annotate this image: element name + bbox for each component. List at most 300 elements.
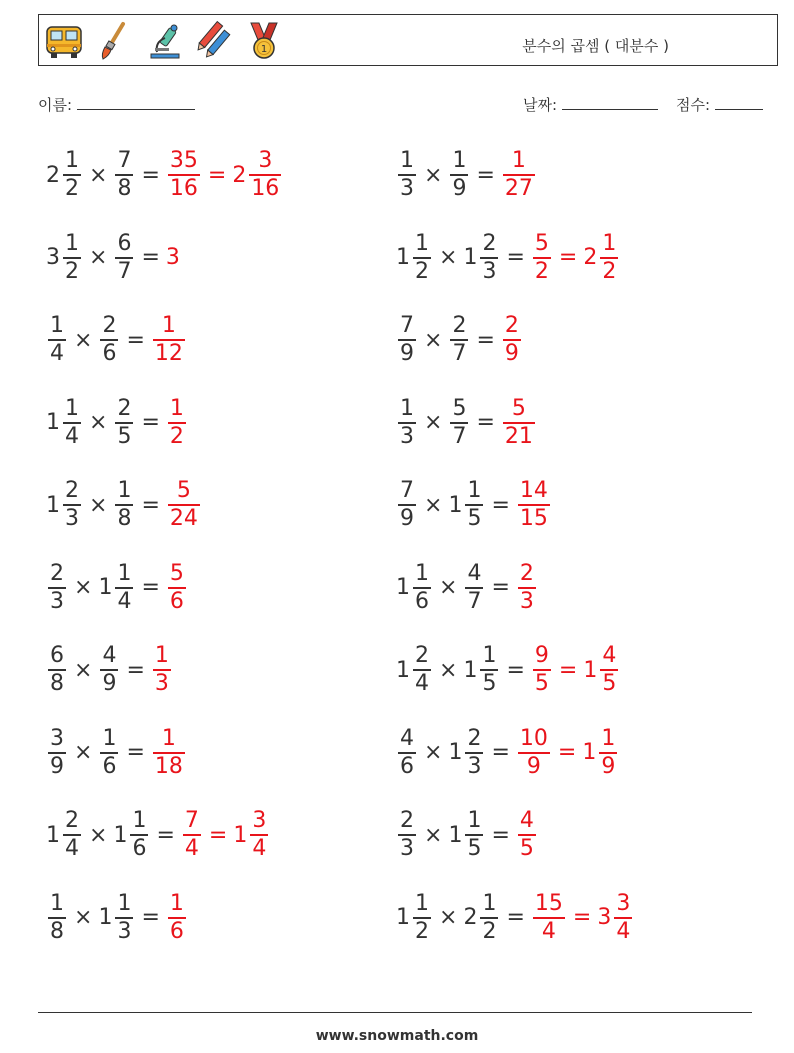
- denominator: 9: [601, 753, 616, 779]
- answer: [151, 643, 173, 697]
- numerator: 5: [452, 395, 467, 421]
- numerator: 2: [400, 808, 414, 833]
- fraction: [413, 561, 431, 615]
- fraction: [398, 313, 416, 367]
- fraction: [599, 726, 617, 780]
- denominator: 5: [482, 671, 497, 696]
- numerator: 1: [117, 478, 132, 503]
- mixed-number: [531, 643, 553, 697]
- fraction: [398, 726, 416, 780]
- fraction: [450, 396, 468, 450]
- denominator: 3: [519, 588, 534, 614]
- mixed-number: [46, 643, 68, 697]
- times-sign: ×: [89, 410, 108, 435]
- mixed-number: [463, 561, 485, 615]
- denominator: 9: [400, 506, 414, 531]
- numerator: 1: [161, 313, 176, 338]
- answer-equals-sign: =: [558, 245, 578, 270]
- equals-sign: =: [141, 492, 160, 518]
- microscope-icon: [143, 20, 185, 62]
- problem-3: [46, 223, 181, 293]
- fraction: [115, 561, 133, 615]
- mixed-number: [396, 726, 418, 780]
- fraction: [413, 891, 431, 945]
- numerator: 1: [452, 148, 467, 173]
- denominator: 2: [65, 258, 79, 284]
- whole-part: 2: [46, 162, 60, 188]
- mixed-number: [396, 478, 418, 532]
- numerator: 6: [117, 230, 132, 256]
- equals-sign: =: [491, 575, 510, 600]
- denominator: 6: [169, 588, 184, 614]
- numerator: 2: [65, 808, 79, 833]
- problem-14: [396, 635, 620, 705]
- problem-11: [46, 553, 188, 623]
- numerator: 14: [519, 478, 548, 503]
- denominator: 5: [534, 671, 549, 696]
- numerator: 1: [65, 395, 79, 421]
- fraction: [398, 148, 416, 202]
- fraction: [168, 478, 200, 532]
- problem-12: [396, 553, 538, 623]
- footer-url: www.snowmath.com: [315, 1028, 479, 1044]
- denominator: 2: [602, 258, 617, 284]
- equals-sign: =: [491, 740, 510, 765]
- fraction: [63, 231, 81, 285]
- denominator: 24: [169, 506, 198, 531]
- fraction: [115, 478, 133, 532]
- mixed-number: [396, 396, 418, 450]
- denominator: 4: [184, 836, 199, 861]
- numerator: 3: [258, 148, 273, 173]
- answer: [203, 808, 270, 862]
- answer: [552, 726, 619, 780]
- fraction: [533, 643, 551, 697]
- denominator: 3: [154, 671, 169, 696]
- fraction: [100, 726, 118, 780]
- answer: [516, 726, 552, 780]
- denominator: 8: [50, 671, 64, 696]
- answer: [202, 148, 283, 202]
- denominator: 12: [154, 341, 183, 366]
- equals-sign: =: [476, 327, 495, 353]
- fraction: [48, 313, 66, 367]
- times-sign: ×: [439, 905, 458, 930]
- answer: [166, 478, 202, 532]
- fraction: [48, 561, 66, 615]
- denominator: 16: [169, 176, 198, 201]
- mixed-number: [448, 726, 485, 780]
- fraction: [413, 231, 431, 285]
- numerator: 35: [169, 148, 198, 173]
- mixed-number: [113, 478, 135, 532]
- whole-part: 1: [583, 657, 598, 683]
- numerator: 1: [602, 230, 617, 256]
- numerator: 4: [467, 560, 482, 586]
- fraction: [398, 396, 416, 450]
- denominator: 9: [102, 671, 117, 696]
- whole-part: 1: [448, 492, 463, 518]
- fraction: [518, 808, 536, 862]
- mixed-number: [181, 808, 203, 862]
- mixed-number: [46, 561, 68, 615]
- denominator: 5: [602, 671, 617, 696]
- fraction: [465, 561, 483, 615]
- equals-sign: =: [506, 245, 525, 270]
- answer: [531, 891, 567, 945]
- numerator: 4: [102, 643, 117, 668]
- numerator: 4: [400, 725, 414, 751]
- fraction: [48, 891, 66, 945]
- mixed-number: [232, 148, 283, 202]
- name-blank[interactable]: [77, 95, 195, 110]
- fraction: [518, 561, 536, 615]
- problem-2: [396, 140, 537, 210]
- times-sign: ×: [424, 162, 443, 188]
- fraction: [450, 313, 468, 367]
- numerator: 1: [467, 808, 482, 833]
- problem-6: [396, 305, 523, 375]
- mixed-number: [46, 148, 83, 202]
- numerator: 1: [415, 560, 429, 586]
- denominator: 8: [117, 176, 132, 201]
- denominator: 3: [117, 918, 132, 944]
- problem-10: [396, 470, 552, 540]
- fraction: [168, 396, 186, 450]
- answer: [516, 561, 538, 615]
- numerator: 1: [415, 230, 429, 256]
- numerator: 2: [519, 560, 534, 586]
- fraction: [153, 726, 185, 780]
- numerator: 2: [482, 230, 497, 256]
- times-sign: ×: [89, 492, 108, 518]
- answer: [166, 396, 188, 450]
- mixed-number: [448, 313, 470, 367]
- fraction: [153, 643, 171, 697]
- answer: [166, 148, 202, 202]
- whole-part: 1: [113, 822, 128, 848]
- fraction: [398, 478, 416, 532]
- denominator: 4: [541, 918, 556, 944]
- worksheet-header: [38, 14, 778, 66]
- mixed-number: [448, 478, 485, 532]
- mixed-number: [151, 643, 173, 697]
- answer-equals-sign: =: [207, 162, 227, 188]
- mixed-number: [463, 643, 500, 697]
- equals-sign: =: [141, 245, 160, 270]
- equals-sign: =: [476, 162, 495, 188]
- denominator: 3: [467, 753, 482, 779]
- equals-sign: =: [141, 162, 160, 188]
- numerator: 4: [519, 808, 534, 833]
- numerator: 2: [50, 560, 64, 586]
- denominator: 4: [50, 341, 64, 366]
- mixed-number: [516, 561, 538, 615]
- fraction: [183, 808, 201, 862]
- fraction: [63, 148, 81, 202]
- answer: [531, 643, 553, 697]
- mixed-number: [151, 313, 187, 367]
- denominator: 4: [117, 588, 132, 614]
- mixed-number: [113, 231, 135, 285]
- times-sign: ×: [74, 740, 93, 765]
- equals-sign: =: [126, 740, 145, 765]
- times-sign: ×: [89, 822, 108, 848]
- denominator: 2: [169, 423, 184, 449]
- whole-part: 1: [396, 245, 410, 270]
- fraction: [465, 726, 483, 780]
- numerator: 5: [176, 478, 191, 503]
- times-sign: ×: [424, 410, 443, 435]
- problem-19: [46, 883, 188, 953]
- answer-equals-sign: =: [557, 740, 577, 765]
- numerator: 5: [511, 395, 526, 421]
- mixed-number: [583, 231, 620, 285]
- fraction: [100, 643, 118, 697]
- fraction: [130, 808, 148, 862]
- times-sign: ×: [74, 657, 93, 683]
- numerator: 1: [400, 395, 414, 421]
- fraction: [115, 148, 133, 202]
- mixed-number: [98, 561, 135, 615]
- answer-equals-sign: =: [572, 905, 592, 930]
- fraction: [503, 396, 535, 450]
- answer-equals-sign: =: [558, 657, 578, 683]
- problem-16: [396, 718, 619, 788]
- equals-sign: =: [141, 575, 160, 600]
- fraction: [480, 891, 498, 945]
- mixed-number: [501, 396, 537, 450]
- fraction: [48, 643, 66, 697]
- svg-text:1: 1: [260, 44, 268, 55]
- whole-part: 2: [463, 905, 478, 930]
- numerator: 4: [602, 643, 617, 668]
- times-sign: ×: [74, 327, 93, 353]
- denominator: 3: [400, 836, 414, 861]
- footer-divider: [38, 1012, 752, 1013]
- numerator: 15: [534, 890, 563, 916]
- fraction: [465, 808, 483, 862]
- problem-4: [396, 223, 620, 293]
- score-field: [676, 94, 763, 115]
- numerator: 1: [132, 808, 147, 833]
- equals-sign: =: [491, 492, 510, 518]
- numerator: 9: [534, 643, 549, 668]
- numerator: 1: [117, 560, 132, 586]
- answer: [501, 396, 537, 450]
- numerator: 5: [169, 560, 184, 586]
- numerator: 1: [169, 395, 184, 421]
- numerator: 1: [482, 890, 497, 916]
- whole-part: 1: [448, 822, 463, 848]
- times-sign: ×: [424, 822, 443, 848]
- denominator: 27: [504, 176, 533, 201]
- header-icons: [43, 19, 285, 63]
- times-sign: ×: [424, 327, 443, 353]
- mixed-number: [501, 313, 523, 367]
- mixed-number: [396, 808, 418, 862]
- name-label: 이름:: [38, 96, 73, 114]
- mixed-number: [531, 231, 553, 285]
- mixed-number: [98, 891, 135, 945]
- denominator: 3: [482, 258, 497, 284]
- denominator: 5: [467, 836, 482, 861]
- denominator: 3: [400, 423, 414, 449]
- equals-sign: =: [476, 410, 495, 435]
- mixed-number: [448, 396, 470, 450]
- problem-9: [46, 470, 202, 540]
- whole-part: 1: [46, 822, 60, 848]
- crayons-icon: [193, 20, 235, 62]
- paintbrush-icon: [93, 20, 135, 62]
- denominator: 9: [50, 753, 64, 779]
- mixed-number: [166, 396, 188, 450]
- numerator: 7: [117, 148, 132, 173]
- problem-20: [396, 883, 634, 953]
- denominator: 4: [252, 836, 267, 861]
- mixed-number: [166, 561, 188, 615]
- worksheet-title: 분수의 곱셈 ( 대분수 ): [522, 37, 669, 55]
- answer: [567, 891, 634, 945]
- fraction: [503, 148, 535, 202]
- answer: [181, 808, 203, 862]
- denominator: 9: [452, 176, 467, 201]
- denominator: 6: [415, 588, 429, 614]
- fraction: [413, 643, 431, 697]
- denominator: 4: [415, 671, 429, 696]
- date-label: 날짜:: [523, 96, 558, 114]
- answer: [516, 808, 538, 862]
- fraction: [100, 313, 118, 367]
- times-sign: ×: [439, 575, 458, 600]
- answer: [531, 231, 553, 285]
- answer: [516, 478, 552, 532]
- fraction: [600, 643, 618, 697]
- date-blank[interactable]: [562, 95, 658, 110]
- whole-part: 3: [597, 905, 612, 930]
- times-sign: ×: [424, 492, 443, 518]
- mixed-number: [166, 891, 188, 945]
- mixed-number: [166, 148, 202, 202]
- times-sign: ×: [74, 905, 93, 930]
- numerator: 5: [534, 230, 549, 256]
- score-blank[interactable]: [715, 95, 763, 110]
- numerator: 7: [400, 313, 414, 338]
- medal-icon: [243, 20, 285, 62]
- numerator: 1: [65, 230, 79, 256]
- whole-part: 1: [98, 905, 113, 930]
- whole-part: 1: [46, 410, 60, 435]
- denominator: 5: [467, 506, 482, 531]
- equals-sign: =: [126, 327, 145, 353]
- numerator: 2: [117, 395, 132, 421]
- denominator: 2: [534, 258, 549, 284]
- mixed-number: [516, 726, 552, 780]
- answer-equals-sign: =: [208, 822, 228, 848]
- denominator: 7: [452, 341, 467, 366]
- answer: [501, 148, 537, 202]
- fraction: [465, 478, 483, 532]
- fraction: [533, 231, 551, 285]
- name-field: [38, 94, 195, 115]
- numerator: 2: [452, 313, 467, 338]
- denominator: 9: [526, 753, 541, 779]
- answer: [166, 245, 181, 270]
- fraction: [518, 726, 550, 780]
- numerator: 6: [50, 643, 64, 668]
- times-sign: ×: [424, 740, 443, 765]
- whole-part: 1: [98, 575, 113, 600]
- equals-sign: =: [156, 822, 175, 848]
- problem-8: [396, 388, 537, 458]
- fraction: [63, 478, 81, 532]
- problem-7: [46, 388, 188, 458]
- answer: [166, 891, 188, 945]
- mixed-number: [113, 148, 135, 202]
- numerator: 1: [467, 478, 482, 503]
- whole-part: 1: [463, 657, 478, 683]
- numerator: 1: [50, 890, 64, 916]
- numerator: 3: [50, 725, 64, 751]
- denominator: 4: [65, 423, 79, 449]
- numerator: 2: [415, 643, 429, 668]
- mixed-number: [396, 231, 433, 285]
- whole-part: 1: [396, 575, 410, 600]
- fraction: [115, 396, 133, 450]
- whole-part: 2: [232, 162, 247, 188]
- fraction: [48, 726, 66, 780]
- fraction: [600, 231, 618, 285]
- denominator: 3: [400, 176, 414, 201]
- mixed-number: [113, 396, 135, 450]
- mixed-number: [396, 561, 433, 615]
- numerator: 1: [511, 148, 526, 173]
- denominator: 2: [65, 176, 79, 201]
- mixed-number: [396, 148, 418, 202]
- problem-18: [396, 800, 538, 870]
- numerator: 10: [519, 725, 548, 751]
- date-field: [523, 94, 658, 115]
- mixed-number: [396, 313, 418, 367]
- mixed-number: [516, 478, 552, 532]
- equals-sign: =: [126, 657, 145, 683]
- numerator: 7: [400, 478, 414, 503]
- numerator: 1: [161, 725, 176, 751]
- numerator: 1: [169, 890, 184, 916]
- mixed-number: [166, 245, 181, 270]
- fraction: [518, 478, 550, 532]
- score-label: 점수:: [676, 96, 711, 114]
- numerator: 3: [616, 890, 631, 916]
- equals-sign: =: [141, 410, 160, 435]
- whole-part: 1: [396, 905, 410, 930]
- mixed-number: [151, 726, 187, 780]
- numerator: 1: [482, 643, 497, 668]
- denominator: 8: [117, 506, 132, 531]
- problem-1: [46, 140, 283, 210]
- whole-part: 1: [233, 822, 248, 848]
- fraction: [168, 561, 186, 615]
- mixed-number: [583, 643, 620, 697]
- mixed-number: [597, 891, 634, 945]
- mixed-number: [516, 808, 538, 862]
- denominator: 16: [251, 176, 280, 201]
- numerator: 1: [117, 890, 132, 916]
- fraction: [480, 643, 498, 697]
- whole-part: 1: [463, 245, 478, 270]
- fraction: [168, 148, 200, 202]
- denominator: 21: [504, 423, 533, 449]
